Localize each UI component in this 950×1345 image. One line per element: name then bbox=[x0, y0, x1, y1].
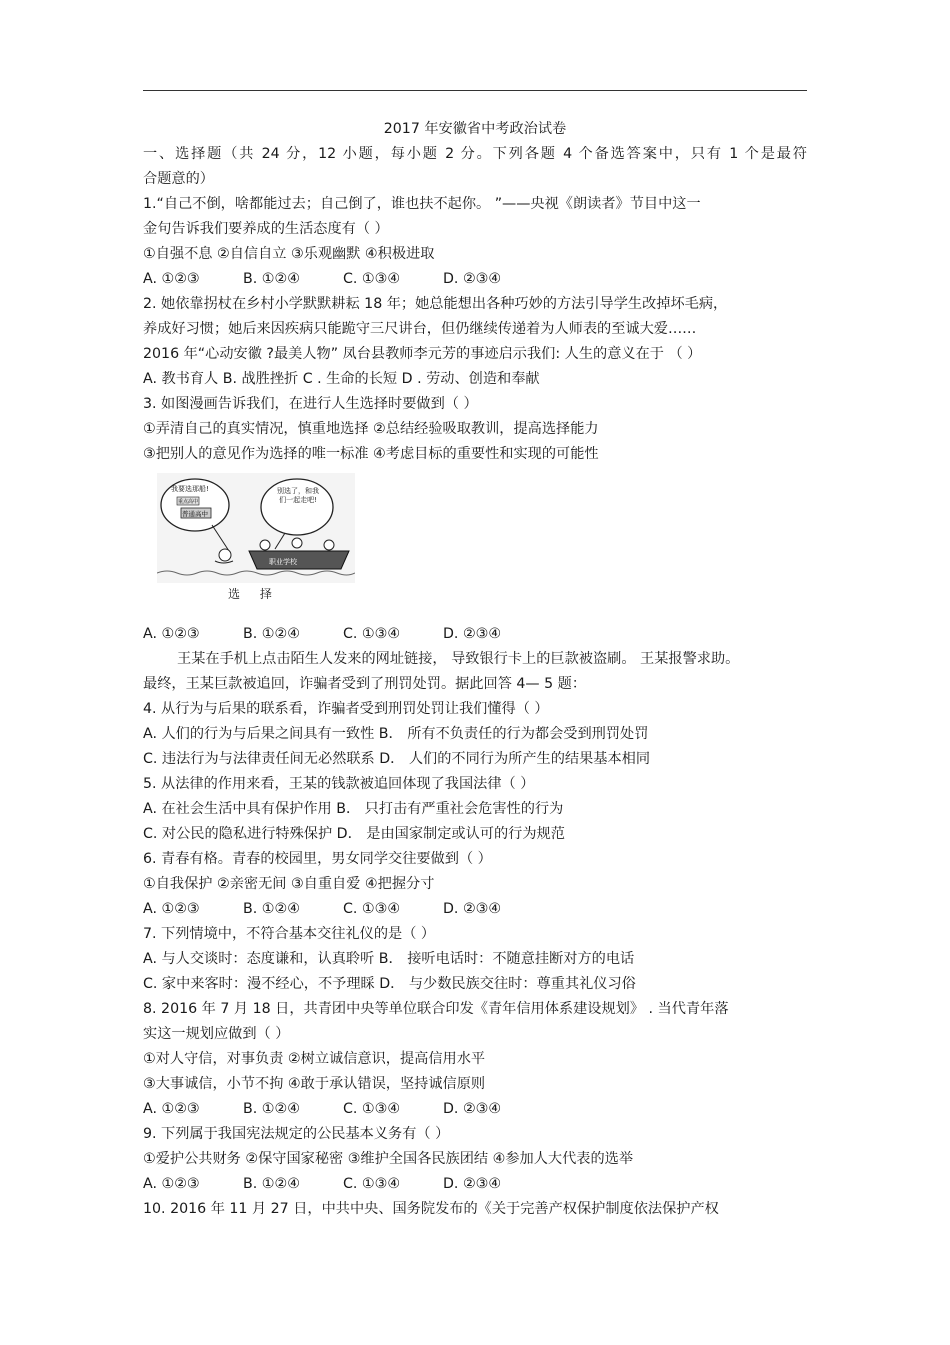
q2-options: A. 教书育人 B. 战胜挫折 C . 生命的长短 D . 劳动、创造和奉献 bbox=[143, 371, 540, 387]
exam-title: 2017 年安徽省中考政治试卷 bbox=[383, 121, 567, 137]
q8-option-a: A. ①②③ bbox=[143, 1101, 200, 1117]
material-45: 王某在手机上点击陌生人发来的网址链接， 导致银行卡上的巨款被盗刷。 王某报警求助。 bbox=[177, 651, 740, 667]
sign-key-school-text: 重点高中 bbox=[178, 499, 199, 505]
q9-option-b: B. ①②④ bbox=[243, 1176, 300, 1192]
q8-option-b: B. ①②④ bbox=[243, 1101, 300, 1117]
q9-option-a: A. ①②③ bbox=[143, 1176, 200, 1192]
q4-options-ab: A. 人们的行为与后果之间具有一致性 B． 所有不负责任的行为都会受到刑罚处罚 bbox=[143, 726, 649, 742]
swimmer-head bbox=[219, 549, 231, 561]
sign-normal-school-text: 普通高中 bbox=[182, 510, 208, 518]
q3-option-c: C. ①③④ bbox=[343, 626, 401, 642]
q7-stem: 7. 下列情境中，不符合基本交往礼仪的是（ ） bbox=[143, 926, 436, 942]
q6-options bbox=[143, 897, 807, 922]
boat-hull bbox=[249, 551, 349, 569]
q9-option-d: D. ②③④ bbox=[443, 1176, 502, 1192]
q3-option-b: B. ①②④ bbox=[243, 626, 300, 642]
q5-options-ab: A. 在社会生活中具有保护作用 B． 只打击有严重社会危害性的行为 bbox=[143, 801, 564, 817]
q6-option-d: D. ②③④ bbox=[443, 901, 502, 917]
q1-options bbox=[143, 267, 807, 292]
q8-stem-cont: 实这一规划应做到（ ） bbox=[143, 1026, 290, 1042]
q4-options-cd: C. 违法行为与法律责任间无必然联系 D． 人们的不同行为所产生的结果基本相同 bbox=[143, 751, 651, 767]
cartoon-image bbox=[157, 473, 355, 583]
q6-items: ①自我保护 ②亲密无间 ③自重自爱 ④把握分寸 bbox=[143, 876, 435, 892]
q1-stem: 1.“自己不倒，啥都能过去；自己倒了，谁也扶不起你。 ”——央视《朗读者》节目中这一 bbox=[143, 196, 701, 212]
q4-stem: 4. 从行为与后果的联系看，诈骗者受到刑罚处罚让我们懂得（ ） bbox=[143, 701, 549, 717]
q6-option-c: C. ①③④ bbox=[343, 901, 401, 917]
q3-option-a: A. ①②③ bbox=[143, 626, 200, 642]
q3-stem: 3. 如图漫画告诉我们，在进行人生选择时要做到（ ） bbox=[143, 396, 478, 412]
q1-option-c: C. ①③④ bbox=[343, 271, 401, 287]
q3-options bbox=[143, 622, 807, 647]
q9-stem: 9. 下列属于我国宪法规定的公民基本义务有（ ） bbox=[143, 1126, 450, 1142]
material-45-cont: 最终，王某巨款被追回，诈骗者受到了刑罚处罚。据此回答 4— 5 题： bbox=[143, 676, 587, 692]
q6-option-b: B. ①②④ bbox=[243, 901, 300, 917]
q7-options-cd: C. 家中来客时：漫不经心，不予理睬 D． 与少数民族交往时：尊重其礼仪习俗 bbox=[143, 976, 636, 992]
passenger-1-head bbox=[260, 540, 270, 550]
q1-option-a: A. ①②③ bbox=[143, 271, 200, 287]
q2-stem-cont2: 2016 年“心动安徽 ?最美人物” 凤台县教师李元芳的事迹启示我们: 人生的意义在于 （ ） bbox=[143, 346, 702, 362]
q2-stem-cont: 养成好习惯；她后来因疾病只能跪守三尺讲台，但仍继续传递着为人师表的至诚大爱…… bbox=[143, 321, 697, 337]
q6-stem: 6. 青春有格。青春的校园里，男女同学交往要做到（ ） bbox=[143, 851, 492, 867]
q8-option-c: C. ①③④ bbox=[343, 1101, 401, 1117]
q8-option-d: D. ②③④ bbox=[443, 1101, 502, 1117]
q1-option-d: D. ②③④ bbox=[443, 271, 502, 287]
q9-option-c: C. ①③④ bbox=[343, 1176, 401, 1192]
q5-options-cd: C. 对公民的隐私进行特殊保护 D． 是由国家制定或认可的行为规范 bbox=[143, 826, 565, 842]
q6-option-a: A. ①②③ bbox=[143, 901, 200, 917]
left-bubble-text: 我要选那船! bbox=[171, 485, 209, 493]
q2-stem: 2. 她依靠拐杖在乡村小学默默耕耘 18 年；她总能想出各种巧妙的方法引导学生改掉坏毛病， bbox=[143, 296, 728, 312]
right-bubble-text: 别选了，和我们一起走吧! bbox=[277, 487, 319, 504]
header-rule bbox=[143, 90, 807, 91]
exam-page bbox=[143, 117, 807, 1222]
q3-items-2: ③把别人的意见作为选择的唯一标准 ④考虑目标的重要性和实现的可能性 bbox=[143, 446, 599, 462]
passenger-2-head bbox=[292, 538, 302, 548]
q1-items: ①自强不息 ②自信自立 ③乐观幽默 ④积极进取 bbox=[143, 246, 435, 262]
q9-items: ①爱护公共财务 ②保守国家秘密 ③维护全国各民族团结 ④参加人大代表的选举 bbox=[143, 1151, 634, 1167]
q8-items-1: ①对人守信，对事负责 ②树立诚信意识，提高信用水平 bbox=[143, 1051, 486, 1067]
section-heading: 一、选择题（共 24 分，12 小题，每小题 2 分。下列各题 4 个备选答案中，只有 1 个是最符 bbox=[143, 146, 807, 162]
q8-options bbox=[143, 1097, 807, 1122]
q8-items-2: ③大事诚信，小节不拘 ④敢于承认错误，坚持诚信原则 bbox=[143, 1076, 486, 1092]
right-bubble-text-box bbox=[275, 487, 321, 527]
q1-option-b: B. ①②④ bbox=[243, 271, 300, 287]
section-heading-cont: 合题意的） bbox=[143, 171, 214, 187]
q5-stem: 5. 从法律的作用来看，王某的钱款被追回体现了我国法律（ ） bbox=[143, 776, 535, 792]
boat-label: 职业学校 bbox=[269, 558, 297, 566]
q8-stem: 8. 2016 年 7 月 18 日，共青团中央等单位联合印发《青年信用体系建设规划》 . 当代青年落 bbox=[143, 1001, 729, 1017]
q3-items-1: ①弄清自己的真实情况，慎重地选择 ②总结经验吸取教训，提高选择能力 bbox=[143, 421, 599, 437]
q9-options bbox=[143, 1172, 807, 1197]
passenger-3-head bbox=[324, 540, 334, 550]
q1-stem-cont: 金句告诉我们要养成的生活态度有（ ） bbox=[143, 221, 389, 237]
q10-stem: 10. 2016 年 11 月 27 日，中共中央、国务院发布的《关于完善产权保护制度依法保护产权 bbox=[143, 1201, 719, 1217]
q3-option-d: D. ②③④ bbox=[443, 626, 502, 642]
cartoon-caption: 选 择 bbox=[228, 587, 280, 601]
q7-options-ab: A. 与人交谈时：态度谦和，认真聆听 B． 接听电话时：不随意挂断对方的电话 bbox=[143, 951, 635, 967]
q3-cartoon bbox=[143, 467, 807, 622]
